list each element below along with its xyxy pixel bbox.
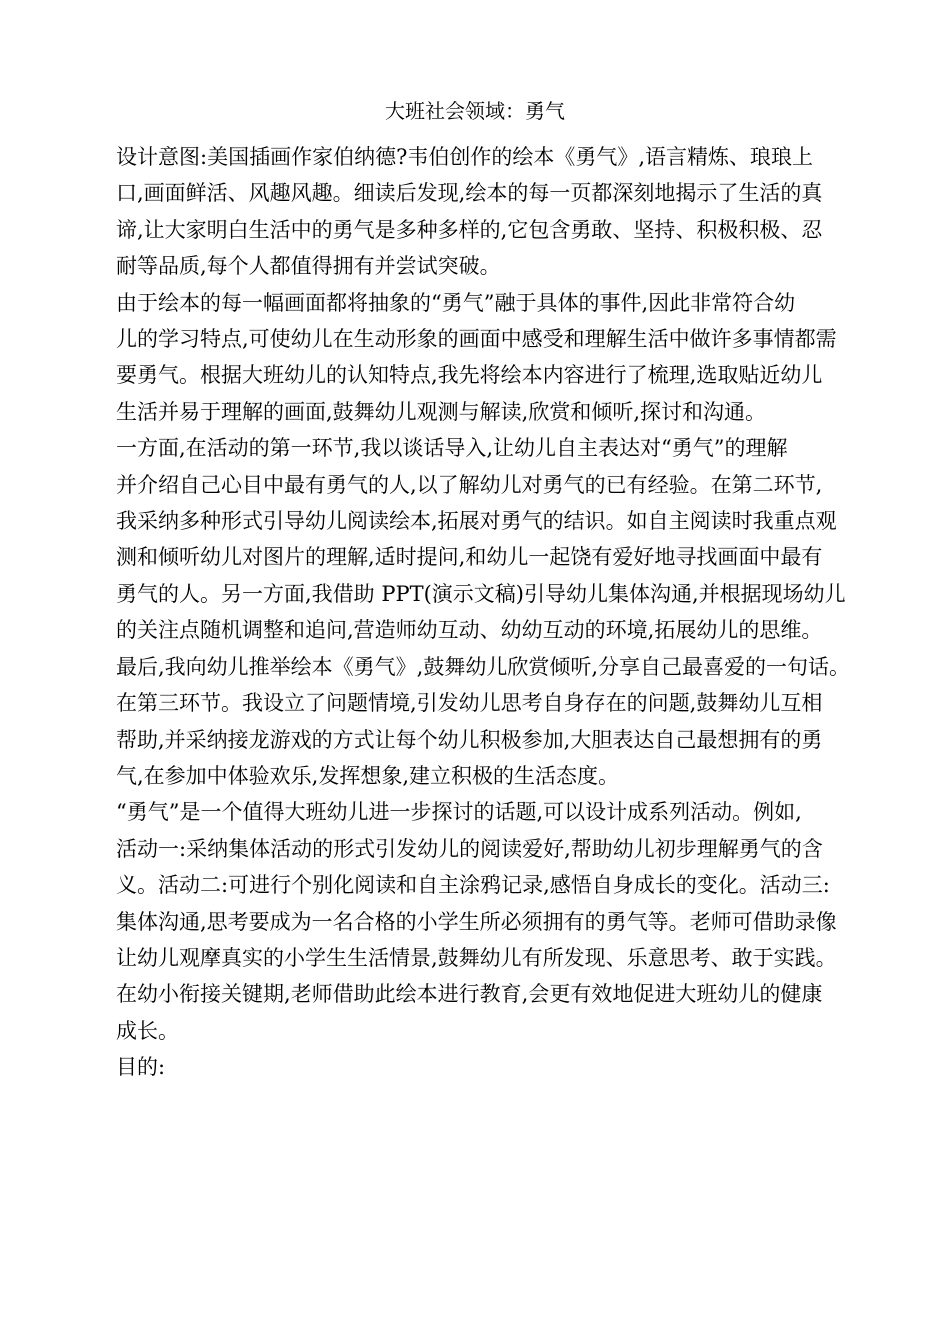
text-line: 帮助,并采纳接龙游戏的方式让每个幼儿积极参加,大胆表达自己最想拥有的勇 — [116, 727, 823, 752]
text-line: 气,在参加中体验欢乐,发挥想象,建立积极的生活态度。 — [116, 763, 620, 788]
text-line: 口,画面鲜活、风趣风趣。细读后发现,绘本的每一页都深刻地揭示了生活的真 — [116, 181, 823, 206]
document-body — [92, 139, 860, 1086]
text-line: 设计意图:美国插画作家伯纳德?韦伯创作的绘本《勇气》,语言精炼、琅琅上 — [116, 145, 814, 169]
paragraph-activity-steps — [92, 430, 860, 794]
text-line: 谛,让大家明白生活中的勇气是多种多样的,它包含勇敢、坚持、积极积极、忍 — [116, 217, 823, 242]
text-line: 测和倾听幼儿对图片的理解,适时提问,和幼儿一起饶有爱好地寻找画面中最有 — [116, 545, 823, 570]
text-line: 耐等品质,每个人都值得拥有并尝试突破。 — [116, 254, 501, 279]
text-line: 最后,我向幼儿推举绘本《勇气》,鼓舞幼儿欣赏倾听,分享自己最喜爱的一句话。 — [116, 654, 851, 679]
text-line: “勇气”是一个值得大班幼儿进一步探讨的话题,可以设计成系列活动。例如, — [116, 800, 802, 825]
text-line: 一方面,在活动的第一环节,我以谈话导入,让幼儿自主表达对“勇气”的理解 — [116, 436, 788, 461]
text-line: 儿的学习特点,可使幼儿在生动形象的画面中感受和理解生活中做许多事情都需 — [116, 327, 837, 352]
text-line: 我采纳多种形式引导幼儿阅读绘本,拓展对勇气的结识。如自主阅读时我重点观 — [116, 509, 837, 534]
text-line: 的关注点随机调整和追问,营造师幼互动、幼幼互动的环境,拓展幼儿的思维。 — [116, 618, 823, 643]
text-line: 由于绘本的每一幅画面都将抽象的“勇气”融于具体的事件,因此非常符合幼 — [116, 290, 796, 315]
paragraph-goals-heading — [92, 1049, 860, 1085]
text-line: 勇气的人。另一方面,我借助 PPT(演示文稿)引导幼儿集体沟通,并根据现场幼儿 — [116, 581, 846, 606]
paragraph-rationale — [92, 285, 860, 431]
paragraph-design-intent — [92, 139, 860, 285]
text-line: 活动一:采纳集体活动的形式引发幼儿的阅读爱好,帮助幼儿初步理解勇气的含 — [116, 836, 823, 861]
text-line: 要勇气。根据大班幼儿的认知特点,我先将绘本内容进行了梳理,选取贴近幼儿 — [116, 363, 823, 388]
text-line: 目的: — [116, 1055, 166, 1080]
text-line: 并介绍自己心目中最有勇气的人,以了解幼儿对勇气的已有经验。在第二环节, — [116, 472, 823, 497]
text-line: 义。活动二:可进行个别化阅读和自主涂鸦记录,感悟自身成长的变化。活动三: — [116, 873, 830, 898]
text-line: 让幼儿观摩真实的小学生生活情景,鼓舞幼儿有所发现、乐意思考、敢于实践。 — [116, 945, 837, 970]
document-title: 大班社会领域：勇气 — [385, 99, 565, 123]
text-line: 成长。 — [116, 1018, 179, 1043]
paragraph-series-activities — [92, 794, 860, 1049]
text-line: 生活并易于理解的画面,鼓舞幼儿观测与解读,欣赏和倾听,探讨和沟通。 — [116, 399, 767, 424]
text-line: 集体沟通,思考要成为一名合格的小学生所必须拥有的勇气等。老师可借助录像 — [116, 909, 837, 934]
text-line: 在幼小衔接关键期,老师借助此绘本进行教育,会更有效地促进大班幼儿的健康 — [116, 982, 823, 1007]
text-line: 在第三环节。我设立了问题情境,引发幼儿思考自身存在的问题,鼓舞幼儿互相 — [116, 691, 823, 716]
